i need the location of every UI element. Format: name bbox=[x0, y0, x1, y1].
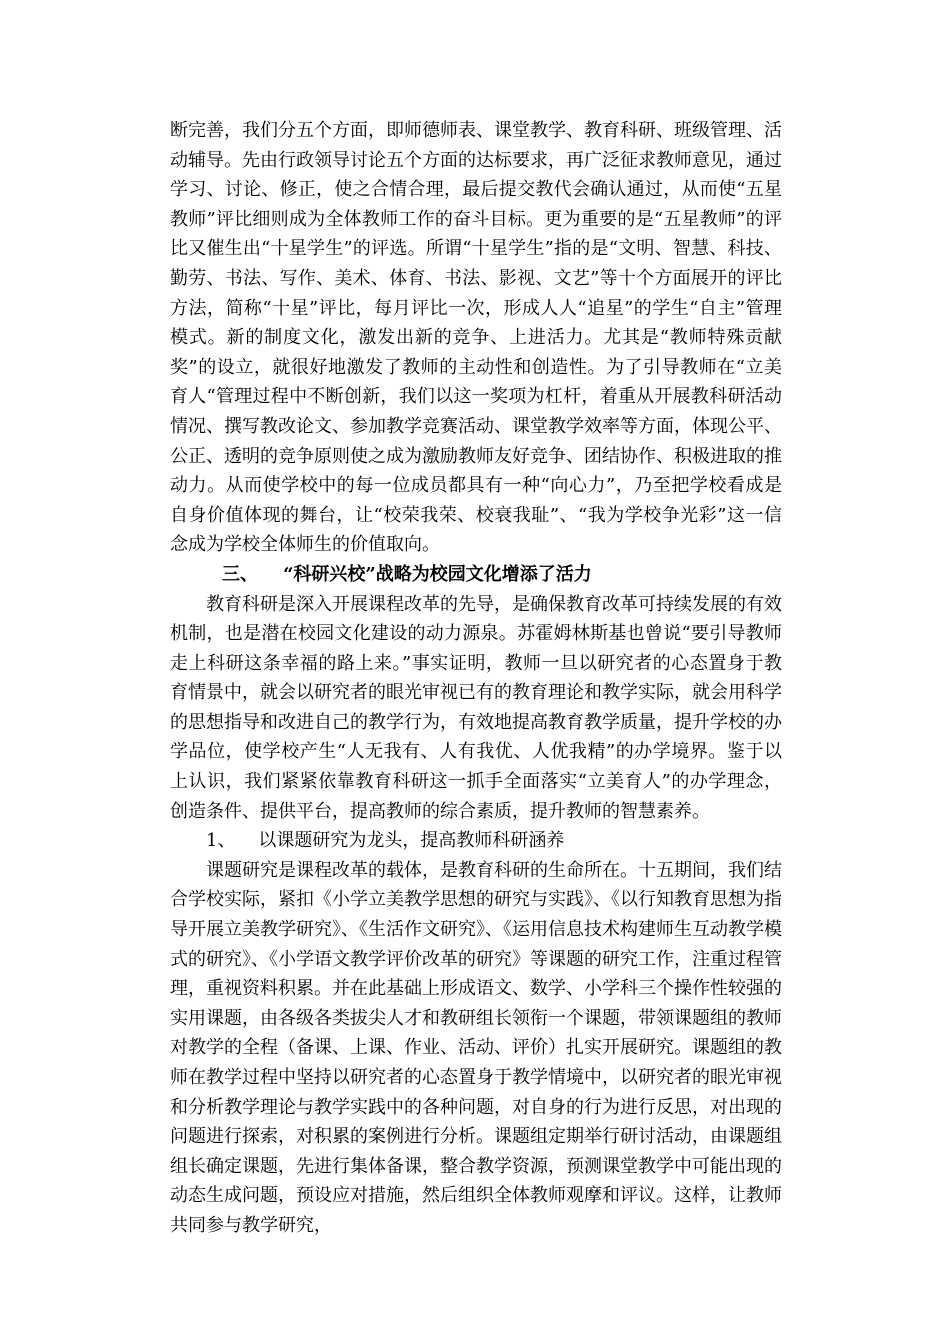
document-page bbox=[170, 116, 782, 1241]
paragraph-topic-research: 课题研究是课程改革的载体，是教育科研的生命所在。十五期间，我们结合学校实际，紧扣《小学立美教学思想的研究与实践》、《以行知教育思想为指导开展立美教学研究》、《生活作文研究》、《运用信息技术构建师生互动教学模式的研究》、《小学语文教学评价改革的研究》等课题的研究工作，注重过程管理，重视资料积累。并在此基础上形成语文、数学、小学科三个操作性较强的实用课题，由各级各类拔尖人才和教研组长领衔一个课题，带领课题组的教师对教学的全程（备课、上课、作业、活动、评价）扎实开展研究。课题组的教师在教学过程中坚持以研究者的心态置身于教学情境中，以研究者的眼光审视和分析教学理论与教学实践中的各种问题，对自身的行为进行反思，对出现的问题进行探索，对积累的案例进行分析。课题组定期举行研讨活动，由课题组组长确定课题，先进行集体备课，整合教学资源，预测课堂教学中可能出现的动态生成问题，预设应对措施，然后组织全体教师观摩和评议。这样，让教师共同参与教学研究， bbox=[170, 859, 782, 1236]
section-heading-3: 三、 “科研兴校”战略为校园文化增添了活力 bbox=[222, 563, 592, 585]
subsection-heading-1: 1、 以课题研究为龙头，提高教师科研涵养 bbox=[206, 830, 565, 852]
paragraph-research: 教育科研是深入开展课程改革的先导，是确保教育改革可持续发展的有效机制，也是潜在校园文化建设的动力源泉。苏霍姆林斯基也曾说“要引导教师走上科研这条幸福的路上来。”事实证明，教师一旦以研究者的心态置身于教育情景中，就会以研究者的眼光审视已有的教育理论和教学实际，就会用科学的思想指导和改进自己的教学行为，有效地提高教育教学质量，提升学校的办学品位，使学校产生“人无我有、人有我优、人优我精”的办学境界。鉴于以上认识，我们紧紧依靠教育科研这一抓手全面落实“立美育人”的办学理念，创造条件、提供平台，提高教师的综合素质，提升教师的智慧素养。 bbox=[170, 593, 782, 822]
paragraph-continued: 断完善，我们分五个方面，即师德师表、课堂教学、教育科研、班级管理、活动辅导。先由行政领导讨论五个方面的达标要求，再广泛征求教师意见，通过学习、讨论、修正，使之合情合理，最后提交教代会确认通过，从而使“五星教师”评比细则成为全体教师工作的奋斗目标。更为重要的是“五星教师”的评比又催生出“十星学生”的评选。所谓“十星学生”指的是“文明、智慧、科技、勤劳、书法、写作、美术、体育、书法、影视、文艺”等十个方面展开的评比方法，简称“十星”评比，每月评比一次，形成人人“追星”的学生“自主”管理模式。新的制度文化，激发出新的竞争、上进活力。尤其是“教师特殊贡献奖”的设立，就很好地激发了教师的主动性和创造性。为了引导教师在“立美育人“管理过程中不断创新，我们以这一奖项为杠杆，着重从开展教科研活动情况、撰写教改论文、参加教学竞赛活动、课堂教学效率等方面，体现公平、公正、透明的竞争原则使之成为激励教师友好竞争、团结协作、积极进取的推动力。从而使学校中的每一位成员都具有一种“向心力”，乃至把学校看成是自身价值体现的舞台，让“校荣我荣、校衰我耻”、“我为学校争光彩”这一信念成为学校全体师生的价值取向。 bbox=[170, 120, 782, 556]
